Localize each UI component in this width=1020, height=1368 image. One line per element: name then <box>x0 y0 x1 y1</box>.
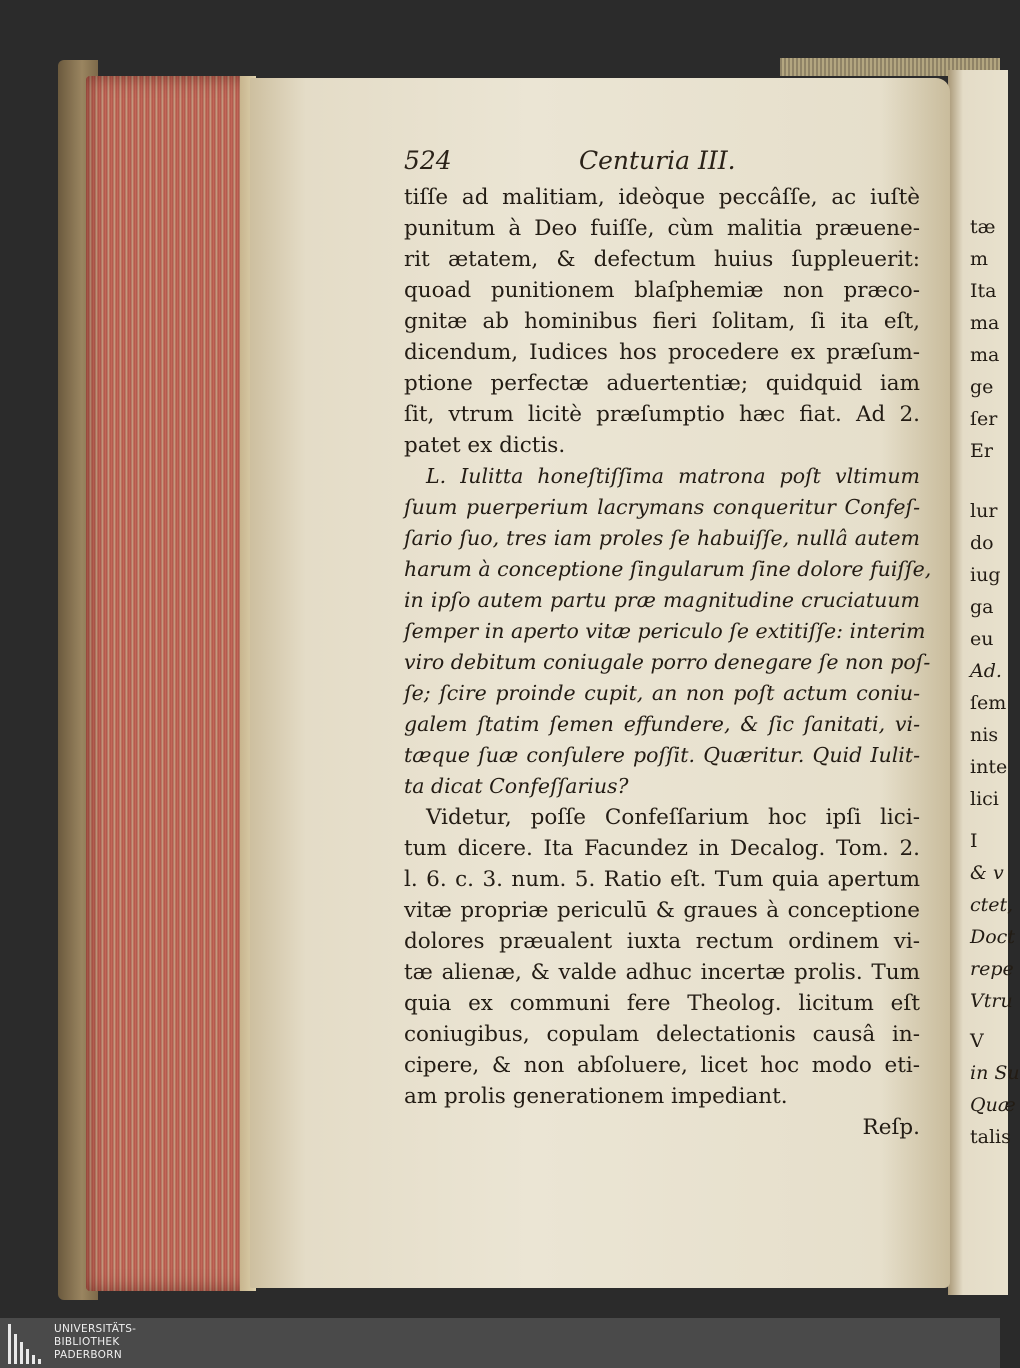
opposite-fragment: lur <box>970 500 998 522</box>
opposite-fragment: ma <box>970 344 1000 366</box>
library-logo-icon <box>8 1324 48 1364</box>
case-text-line: galem ſtatim ſemen effundere, & ſic ſanitati, vi- <box>404 712 920 736</box>
opposite-fragment: nis <box>970 724 999 746</box>
case-text-line: ta dicat Confeſſarius? <box>404 774 629 798</box>
opposite-fragment: inte <box>970 756 1008 778</box>
case-text-line: ſe; ſcire proinde cupit, an non poſt actum coniu- <box>404 681 920 705</box>
opposite-fragment: eu <box>970 628 994 650</box>
text-line: quia ex communi fere Theolog. licitum eſt <box>404 991 920 1016</box>
text-line: tiſſe ad malitiam, ideòque peccâſſe, ac iuſtè <box>404 185 920 210</box>
text-line: vitæ propriæ periculū & graues à conceptione <box>404 898 920 923</box>
opposite-fragment: Ita <box>970 280 997 302</box>
text-line: rit ætatem, & defectum huius ſuppleuerit: <box>404 247 920 272</box>
opposite-fragment: m <box>970 248 989 270</box>
text-line: patet ex dictis. <box>404 433 566 458</box>
opposite-fragment: tæ <box>970 216 996 238</box>
opposite-fragment: lici <box>970 788 999 810</box>
text-line: gnitæ ab hominibus fieri ſolitam, ſi ita eſt, <box>404 309 920 334</box>
opposite-fragment: Er <box>970 440 993 462</box>
page-edges <box>86 76 256 1291</box>
text-line: dicendum, Iudices hos procedere ex præſum- <box>404 340 920 365</box>
text-line: quoad punitionem blaſphemiæ non præco- <box>404 278 920 303</box>
opposite-fragment: talis <box>970 1126 1011 1148</box>
page-number: 524 <box>404 146 452 175</box>
case-text-line: harum à conceptione ſingularum ſine dolore fuiſſe, <box>404 557 932 581</box>
page-body <box>404 182 932 1143</box>
page-header <box>404 146 924 178</box>
case-text-line: ſuum puerperium lacrymans conqueritur Confeſ- <box>404 495 920 519</box>
opposite-fragment: in Su <box>970 1062 1020 1084</box>
opposite-fragment: V <box>970 1030 984 1052</box>
case-text-line: viro debitum coniugale porro denegare ſe non poſ- <box>404 650 931 674</box>
text-line: ptione perfectæ aduertentiæ; quidquid iam <box>404 371 920 396</box>
case-text-line: L. Iulitta honeſtiſſima matrona poſt vltimum <box>426 464 920 488</box>
text-line: cipere, & non abſoluere, licet hoc modo eti- <box>404 1053 920 1078</box>
opposite-fragment: ctet, <box>970 894 1014 916</box>
opposite-fragment: ſem <box>970 692 1007 714</box>
library-footer <box>0 1318 1000 1368</box>
opposite-fragment: Ad. <box>970 660 1002 682</box>
opposite-fragment: iug <box>970 564 1001 586</box>
text-line: tum dicere. Ita Facundez in Decalog. Tom. 2. <box>404 836 920 861</box>
opposite-fragment: ſer <box>970 408 998 430</box>
text-line: coniugibus, copulam delectationis causâ in- <box>404 1022 920 1047</box>
running-head: Centuria III. <box>579 146 736 175</box>
text-line: tæ alienæ, & valde adhuc incertæ prolis. Tum <box>404 960 920 985</box>
opposite-fragment: do <box>970 532 994 554</box>
text-line: am prolis generationem impediant. <box>404 1084 788 1109</box>
library-name-line: BIBLIOTHEK <box>54 1336 120 1348</box>
opposite-fragment: ma <box>970 312 1000 334</box>
opposite-fragment: ga <box>970 596 994 618</box>
library-name-line: UNIVERSITÄTS- <box>54 1323 137 1335</box>
text-line: Videtur, poſſe Confeſſarium hoc ipſi lici- <box>426 805 920 830</box>
catchword: Reſp. <box>862 1115 920 1140</box>
text-line: dolores præualent iuxta rectum ordinem vi- <box>404 929 920 954</box>
case-text-line: in ipſo autem partu præ magnitudine cruciatuum <box>404 588 920 612</box>
library-name <box>54 1323 136 1362</box>
library-name-line: PADERBORN <box>54 1349 122 1361</box>
text-line: ſit, vtrum licitè præſumptio hæc fiat. Ad 2. <box>404 402 920 427</box>
opposite-fragment: & v <box>970 862 1004 884</box>
opposite-fragment: ge <box>970 376 994 398</box>
text-line: l. 6. c. 3. num. 5. Ratio eſt. Tum quia apertum <box>404 867 920 892</box>
opposite-fragment: Vtru <box>970 990 1013 1012</box>
case-text-line: ſario ſuo, tres iam proles ſe habuiſſe, nullâ autem <box>404 526 920 550</box>
opposite-fragment: Doct <box>970 926 1015 948</box>
opposite-fragment: I <box>970 830 978 852</box>
opposite-fragment: Quæ <box>970 1094 1016 1116</box>
opposite-fragment: repe <box>970 958 1014 980</box>
case-text-line: ſemper in aperto vitæ periculo ſe extitiſſe: interim <box>404 619 926 643</box>
text-line: punitum à Deo fuiſſe, cùm malitia præuene- <box>404 216 920 241</box>
case-text-line: tæque ſuæ conſulere poſſit. Quæritur. Quid Iulit- <box>404 743 920 767</box>
